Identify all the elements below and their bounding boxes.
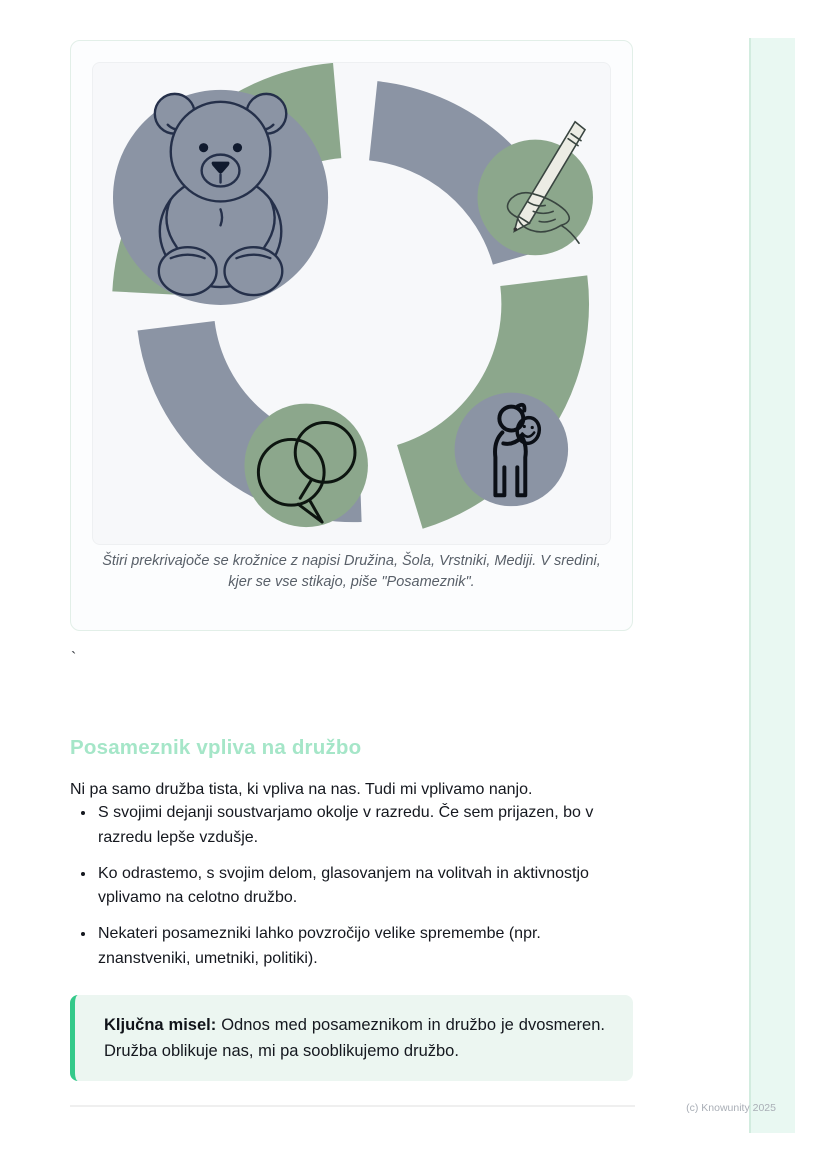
list-item: • Nekateri posamezniki lahko povzročijo velike spremembe (npr. znanstveniki, umetniki, politiki). [96,922,624,972]
side-accent-bar [749,38,795,1133]
section-heading: Posameznik vpliva na družbo [70,736,362,759]
teddy-bear-icon [113,90,328,305]
figure-illustration [93,63,610,544]
copyright-footer: (c) Knowunity 2025 [686,1102,776,1114]
key-idea-callout [70,995,633,1081]
figure-caption: Štiri prekrivajoče se krožnice z napisi Družina, Šola, Vrstniki, Mediji. V sredini, kjer se vse stikajo, piše "Posameznik". [102,553,601,591]
figure-card [70,40,633,631]
stray-backtick: ` [71,650,77,667]
list-item: • Ko odrastemo, s svojim delom, glasovanjem na volitvah in aktivnostjo vplivamo na celotno družbo. [96,862,624,912]
figure-image [92,62,611,545]
callout-text: Odnos med posameznikom in družbo je dvosmeren. Družba oblikuje nas, mi pa sooblikujemo družbo. [104,1016,605,1061]
intro-paragraph: Ni pa samo družba tista, ki vpliva na nas. Tudi mi vplivamo nanjo. [70,781,533,798]
list-item: • S svojimi dejanji soustvarjamo okolje v razredu. Če sem prijazen, bo v razredu lepše vzdušje. [96,801,624,851]
bullet-list [70,801,624,983]
person-mask-icon [455,393,569,507]
callout-label: Ključna misel: [104,1016,217,1034]
speech-bubbles-icon [244,404,367,527]
